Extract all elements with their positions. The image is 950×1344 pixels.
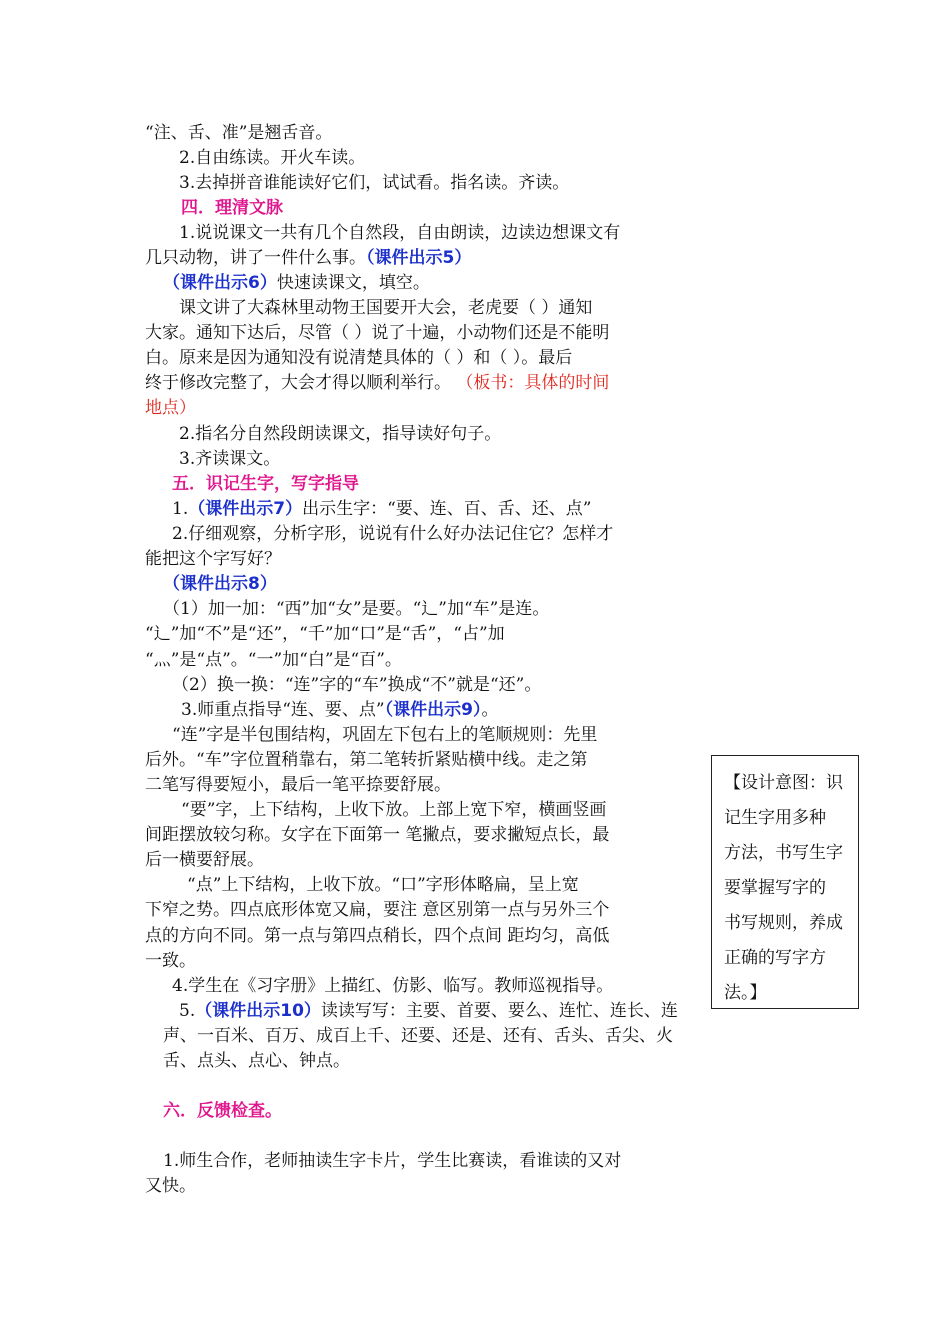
note-line: 【设计意图：识 (724, 773, 843, 793)
text-segment: 大家。通知下达后，尽管（ ）说了十遍，小动物们还是不能明 (145, 323, 610, 343)
text-line (145, 824, 609, 846)
text-segment: “辶”加“不”是“还”，“千”加“口”是“舌”，“占”加 (145, 624, 505, 644)
heading-text: 四．理清文脉 (181, 198, 283, 218)
text-line (181, 799, 606, 821)
note-line: 正确的写字方 (724, 948, 826, 968)
text-line (145, 649, 402, 671)
text-segment: 一致。 (145, 951, 196, 971)
text-line (145, 950, 196, 972)
text-segment: 3.去掉拼音谁能读好它们，试试看。指名读。齐读。 (179, 173, 570, 193)
text-line (163, 1150, 621, 1172)
text-line (163, 1050, 350, 1072)
text-line (145, 899, 609, 921)
text-line (172, 674, 541, 696)
text-segment: （2）换一换：“连”字的“车”换成“不”就是“还”。 (172, 675, 542, 695)
courseware-tag: （课件出示6） (163, 273, 277, 293)
text-segment: 。 (481, 700, 499, 720)
text-segment: “要”字，上下结构，上收下放。上部上宽下窄，横画竖画 (181, 800, 607, 820)
text-segment: 后外。“车”字位置稍靠右，第二笔转折紧贴横中线。走之第 (145, 750, 588, 770)
text-line (179, 423, 501, 445)
text-segment: 又快。 (145, 1176, 196, 1196)
courseware-tag: （课件出示9） (384, 700, 482, 720)
text-line (145, 623, 505, 645)
text-segment: 2.仔细观察，分析字形，说说有什么好办法记住它？怎样才 (172, 524, 614, 544)
text-line (179, 222, 620, 244)
text-line (145, 849, 264, 871)
text-segment: 白。原来是因为通知没有说清楚具体的（ ）和（ ）。最后 (145, 348, 573, 368)
text-segment: 点的方向不同。第一点与第四点稍长，四个点间 距均匀，高低 (145, 926, 610, 946)
text-segment: 2.指名分自然段朗读课文，指导读好句子。 (179, 424, 502, 444)
text-segment: 5. (179, 1001, 196, 1021)
note-line: 方法，书写生字 (724, 843, 843, 863)
text-line (163, 272, 430, 294)
text-segment: 后一横要舒展。 (145, 850, 264, 870)
text-line (145, 247, 471, 269)
text-segment: 下窄之势。四点底形体宽又扁，要注 意区别第一点与另外三个 (145, 900, 610, 920)
text-line (172, 724, 597, 746)
heading-text: 五．识记生字，写字指导 (172, 474, 359, 494)
note-line: 要掌握写字的 (724, 878, 826, 898)
text-segment: 几只动物，讲了一件什么事。 (145, 248, 366, 268)
courseware-tag: （课件出示8） (163, 574, 277, 594)
text-segment: 声、一百米、百万、成百上千、还要、还是、还有、舌头、舌尖、火 (163, 1026, 673, 1046)
text-line (172, 498, 591, 520)
text-line (172, 523, 613, 545)
text-line (163, 598, 549, 620)
blackboard-note: （板书：具体的时间 (456, 373, 610, 393)
text-segment: 4.学生在《习字册》上描红、仿影、临写。教师巡视指导。 (172, 976, 614, 996)
text-segment: 1. (172, 499, 189, 519)
note-line: 记生字用多种 (724, 808, 826, 828)
text-segment: 能把这个字写好？ (145, 549, 281, 569)
text-segment: “连”字是半包围结构，巩固左下包右上的笔顺规则：先里 (172, 725, 598, 745)
heading-text: 六．反馈检查。 (163, 1101, 282, 1121)
text-line (145, 548, 281, 570)
text-line (179, 147, 365, 169)
text-segment: 3.齐读课文。 (179, 449, 281, 469)
blackboard-note: 地点） (145, 398, 196, 418)
text-line (145, 925, 609, 947)
text-line (145, 749, 587, 771)
text-segment: 1.说说课文一共有几个自然段，自由朗读，边读边想课文有 (179, 223, 621, 243)
text-line (179, 297, 592, 319)
text-segment: “灬”是“点”。“一”加“白”是“百”。 (145, 650, 402, 670)
text-line (172, 975, 613, 997)
text-line (179, 1000, 678, 1022)
text-segment: “点”上下结构，上收下放。“口”字形体略扁，呈上宽 (187, 875, 579, 895)
text-segment: 2.自由练读。开火车读。 (179, 148, 366, 168)
text-segment: 终于修改完整了，大会才得以顺利举行。 (145, 373, 457, 393)
text-line (181, 699, 498, 721)
note-line: 法。】 (724, 983, 767, 1003)
text-segment: “注、舌、准”是翘舌音。 (145, 123, 333, 143)
text-line (187, 874, 579, 896)
text-segment: 课文讲了大森林里动物王国要开大会，老虎要（ ）通知 (179, 298, 593, 318)
text-segment: 出示生字：“要、连、百、舌、还、点” (302, 499, 592, 519)
section-heading-6 (163, 1100, 282, 1122)
text-line (179, 172, 569, 194)
text-line (145, 1175, 196, 1197)
text-segment: （1）加一加：“西”加“女”是要。“辶”加“车”是连。 (163, 599, 550, 619)
text-line (145, 397, 196, 419)
text-segment: 舌、点头、点心、钟点。 (163, 1051, 350, 1071)
text-line (163, 1025, 673, 1047)
courseware-tag: （课件出示10） (195, 1001, 321, 1021)
text-line (145, 372, 609, 394)
text-line (145, 347, 572, 369)
note-line: 书写规则，养成 (724, 913, 843, 933)
text-segment: 1.师生合作，老师抽读生字卡片，学生比赛读，看谁读的又对 (163, 1151, 622, 1171)
text-line (179, 448, 280, 470)
text-line (145, 322, 609, 344)
text-segment: 间距摆放较匀称。女字在下面第一 笔撇点，要求撇短点长，最 (145, 825, 610, 845)
text-segment: 二笔写得要短小，最后一笔平捺要舒展。 (145, 775, 451, 795)
design-intent-box (711, 755, 859, 1009)
courseware-tag: （课件出示7） (188, 499, 303, 519)
text-line (163, 573, 277, 595)
text-line (145, 774, 451, 796)
text-segment: 3.师重点指导“连、要、点” (181, 700, 385, 720)
text-line (145, 122, 332, 144)
section-heading-4 (181, 197, 283, 219)
section-heading-5 (172, 473, 359, 495)
text-segment: 快速读课文，填空。 (276, 273, 430, 293)
text-segment: 读读写写：主要、首要、要么、连忙、连长、连 (320, 1001, 678, 1021)
courseware-tag: （课件出示5） (366, 248, 472, 268)
